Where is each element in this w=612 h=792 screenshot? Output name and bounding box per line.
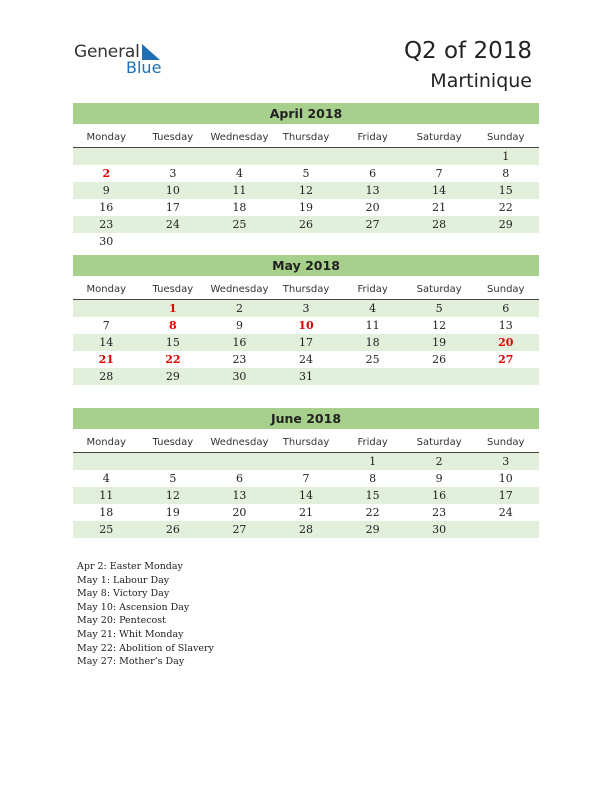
day-cell: 9	[102, 184, 110, 197]
day-cell: 7	[435, 167, 443, 180]
weekday-label: Tuesday	[152, 283, 194, 295]
week-row	[73, 470, 539, 487]
weekday-label: Thursday	[282, 131, 330, 143]
day-cell: 5	[169, 472, 177, 485]
weekday-label: Sunday	[487, 131, 525, 143]
weekday-label: Monday	[86, 436, 127, 448]
day-cell: 15	[165, 336, 180, 349]
weekday-label: Wednesday	[210, 436, 269, 448]
day-cell: 28	[432, 218, 447, 231]
month-title: May 2018	[73, 255, 539, 276]
day-cell: 19	[299, 201, 314, 214]
day-cell: 30	[232, 370, 247, 383]
week-row	[73, 504, 539, 521]
week-row	[73, 233, 539, 250]
day-cell: 24	[498, 506, 513, 519]
day-cell: 11	[365, 319, 380, 332]
day-cell: 17	[498, 489, 513, 502]
month-title: June 2018	[73, 408, 539, 429]
day-cell: 7	[102, 319, 110, 332]
day-cell: 29	[165, 370, 180, 383]
weekday-label: Thursday	[282, 436, 330, 448]
day-cell: 21	[432, 201, 447, 214]
weekday-label: Wednesday	[210, 283, 269, 295]
day-cell: 16	[99, 201, 114, 214]
day-cell: 6	[369, 167, 377, 180]
day-cell: 8	[502, 167, 510, 180]
day-cell: 6	[235, 472, 243, 485]
day-cell: 13	[498, 319, 513, 332]
holiday-day-cell: 10	[298, 319, 314, 332]
weekday-label: Friday	[357, 131, 388, 143]
day-cell: 19	[165, 506, 180, 519]
day-cell: 20	[232, 506, 247, 519]
holiday-note: May 8: Victory Day	[77, 588, 170, 600]
weekday-label: Wednesday	[210, 131, 269, 143]
day-cell: 4	[369, 302, 377, 315]
weekday-header-row	[73, 432, 539, 453]
holiday-note: May 10: Ascension Day	[77, 601, 190, 613]
day-cell: 25	[99, 523, 114, 536]
week-row	[73, 351, 539, 368]
logo	[74, 42, 174, 78]
day-cell: 2	[435, 455, 443, 468]
day-cell: 23	[99, 218, 114, 231]
day-cell: 30	[432, 523, 447, 536]
day-cell: 25	[365, 353, 380, 366]
page-title: Q2 of 2018	[403, 38, 532, 64]
weekday-label: Thursday	[282, 283, 330, 295]
holiday-day-cell: 27	[498, 353, 514, 366]
day-cell: 21	[299, 506, 314, 519]
weekday-label: Tuesday	[152, 436, 194, 448]
holiday-note: May 1: Labour Day	[77, 574, 170, 586]
day-cell: 28	[99, 370, 114, 383]
weekday-label: Sunday	[487, 436, 525, 448]
day-cell: 24	[299, 353, 314, 366]
holiday-day-cell: 20	[498, 336, 514, 349]
weekday-label: Friday	[357, 283, 388, 295]
week-row	[73, 317, 539, 334]
day-cell: 24	[165, 218, 180, 231]
month-calendar-june	[73, 408, 539, 538]
weekday-label: Monday	[86, 283, 127, 295]
day-cell: 19	[432, 336, 447, 349]
week-row	[73, 216, 539, 233]
holiday-note: May 27: Mother’s Day	[77, 656, 185, 668]
day-cell: 3	[502, 455, 510, 468]
day-cell: 14	[99, 336, 114, 349]
day-cell: 10	[498, 472, 513, 485]
day-cell: 18	[365, 336, 380, 349]
day-cell: 11	[99, 489, 114, 502]
day-cell: 31	[299, 370, 314, 383]
day-cell: 14	[432, 184, 447, 197]
week-row	[73, 368, 539, 385]
day-cell: 18	[232, 201, 247, 214]
page-subtitle: Martinique	[430, 70, 532, 92]
holiday-day-cell: 1	[169, 302, 177, 315]
day-cell: 12	[165, 489, 180, 502]
day-cell: 16	[432, 489, 447, 502]
day-cell: 23	[232, 353, 247, 366]
day-cell: 18	[99, 506, 114, 519]
day-cell: 29	[498, 218, 513, 231]
day-cell: 26	[299, 218, 314, 231]
day-cell: 22	[498, 201, 513, 214]
day-cell: 4	[102, 472, 110, 485]
day-cell: 20	[365, 201, 380, 214]
week-row	[73, 521, 539, 538]
month-calendar-may	[73, 255, 539, 385]
day-cell: 15	[365, 489, 380, 502]
week-row	[73, 453, 539, 470]
day-cell: 30	[99, 235, 114, 248]
holiday-day-cell: 8	[169, 319, 177, 332]
day-cell: 13	[365, 184, 380, 197]
week-row	[73, 487, 539, 504]
day-cell: 6	[502, 302, 510, 315]
weekday-label: Friday	[357, 436, 388, 448]
day-cell: 27	[365, 218, 380, 231]
week-row	[73, 300, 539, 317]
day-cell: 15	[498, 184, 513, 197]
weekday-label: Saturday	[416, 283, 462, 295]
day-cell: 3	[169, 167, 177, 180]
weekday-header-row	[73, 279, 539, 300]
day-cell: 28	[299, 523, 314, 536]
day-cell: 29	[365, 523, 380, 536]
holiday-notes	[77, 560, 214, 669]
weekday-label: Tuesday	[152, 131, 194, 143]
holiday-day-cell: 22	[165, 353, 181, 366]
holiday-note: May 20: Pentecost	[77, 615, 166, 627]
holiday-day-cell: 2	[102, 167, 111, 180]
day-cell: 14	[299, 489, 314, 502]
month-calendar-april	[73, 103, 539, 250]
weekday-label: Saturday	[416, 436, 462, 448]
day-cell: 26	[432, 353, 447, 366]
day-cell: 1	[369, 455, 377, 468]
day-cell: 5	[302, 167, 310, 180]
weekday-header-row	[73, 127, 539, 148]
day-cell: 17	[299, 336, 314, 349]
logo-text-blue: Blue	[126, 58, 162, 77]
week-row	[73, 148, 539, 165]
day-cell: 27	[232, 523, 247, 536]
day-cell: 12	[299, 184, 314, 197]
day-cell: 12	[432, 319, 447, 332]
weekday-label: Saturday	[416, 131, 462, 143]
week-row	[73, 182, 539, 199]
day-cell: 3	[302, 302, 310, 315]
logo-text-general: General	[74, 42, 140, 62]
holiday-day-cell: 21	[98, 353, 114, 366]
day-cell: 7	[302, 472, 310, 485]
holiday-note: May 22: Abolition of Slavery	[77, 642, 214, 654]
week-row	[73, 334, 539, 351]
day-cell: 1	[502, 150, 510, 163]
day-cell: 8	[369, 472, 377, 485]
day-cell: 11	[232, 184, 247, 197]
weekday-label: Sunday	[487, 283, 525, 295]
day-cell: 23	[432, 506, 447, 519]
day-cell: 10	[165, 184, 180, 197]
day-cell: 9	[435, 472, 443, 485]
day-cell: 2	[235, 302, 243, 315]
weekday-label: Monday	[86, 131, 127, 143]
day-cell: 9	[235, 319, 243, 332]
month-title: April 2018	[73, 103, 539, 124]
holiday-note: May 21: Whit Monday	[77, 628, 184, 640]
day-cell: 5	[435, 302, 443, 315]
day-cell: 26	[165, 523, 180, 536]
holiday-note: Apr 2: Easter Monday	[77, 561, 183, 572]
day-cell: 22	[365, 506, 380, 519]
day-cell: 4	[235, 167, 243, 180]
day-cell: 17	[165, 201, 180, 214]
day-cell: 25	[232, 218, 247, 231]
week-row	[73, 165, 539, 182]
week-row	[73, 199, 539, 216]
day-cell: 16	[232, 336, 247, 349]
day-cell: 13	[232, 489, 247, 502]
